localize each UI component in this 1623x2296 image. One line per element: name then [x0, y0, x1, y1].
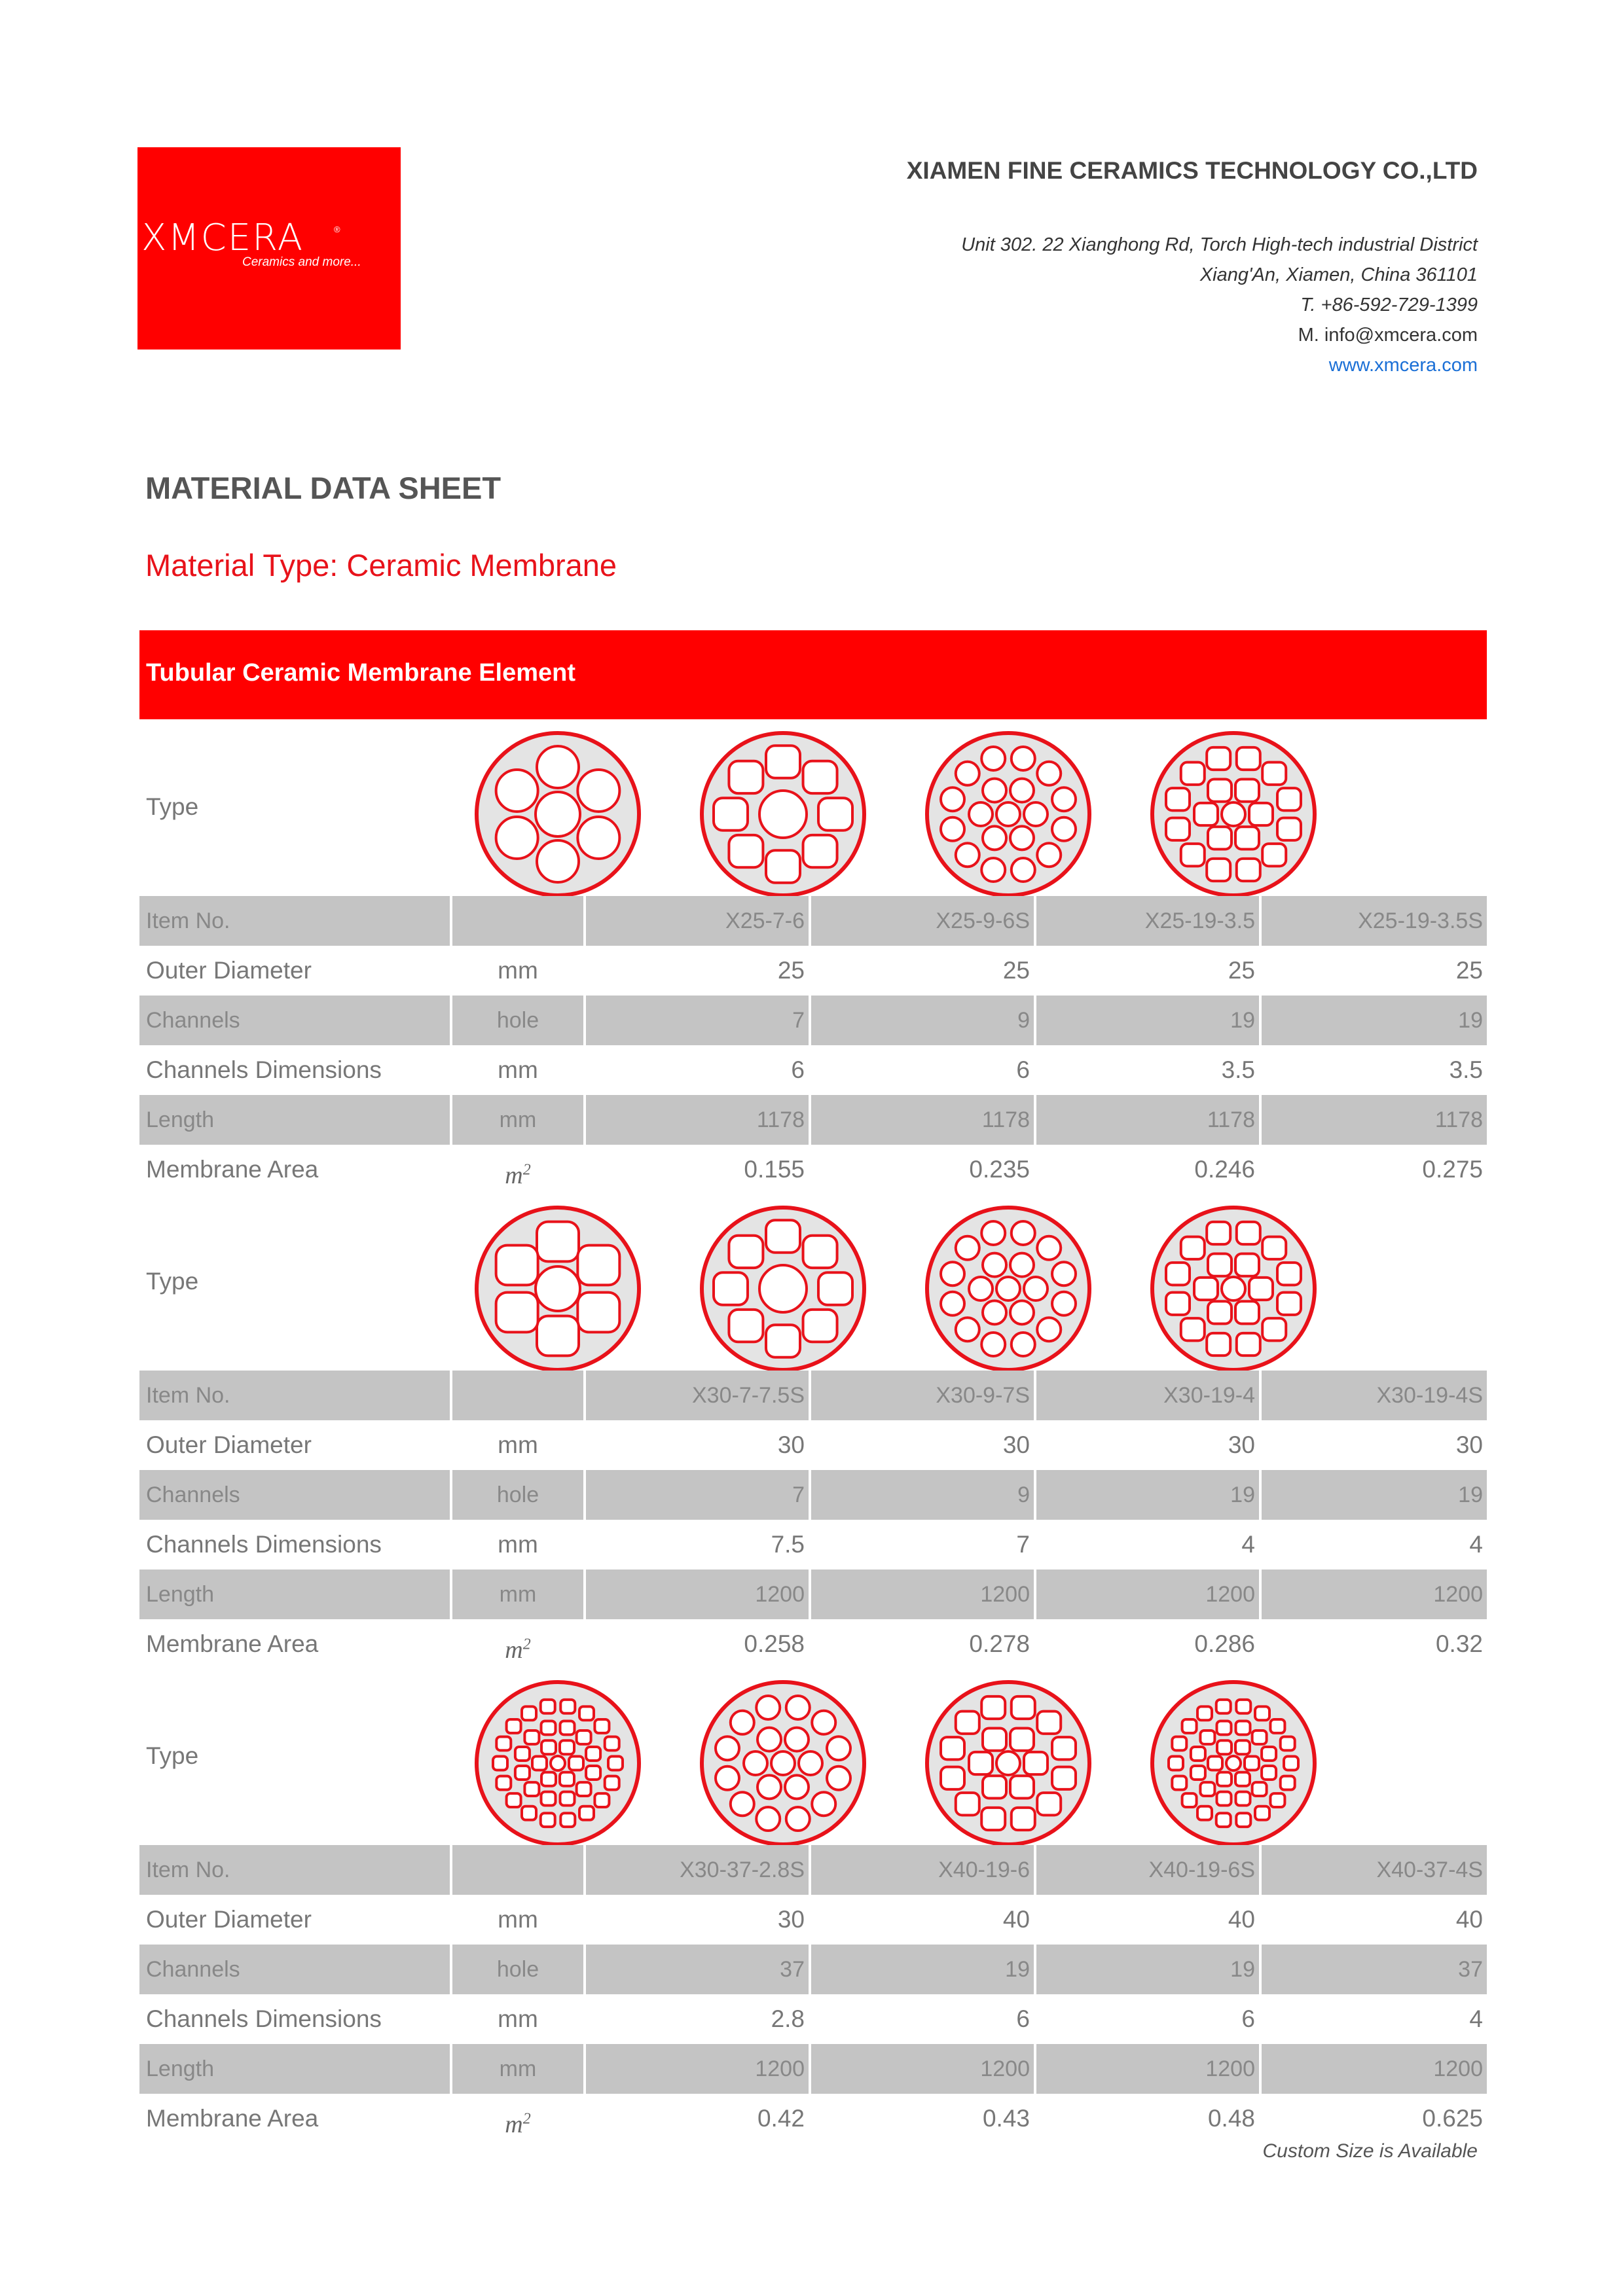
spec-table	[139, 1668, 1487, 2144]
cell-value: 19	[1458, 1482, 1483, 1507]
row-label: Item No.	[146, 908, 230, 933]
cell-value: 0.235	[969, 1156, 1030, 1183]
cell-value: X30-7-7.5S	[692, 1383, 805, 1408]
unit-square: 2	[522, 1636, 531, 1653]
cell-value: 30	[1455, 1431, 1483, 1458]
cell-value: X30-37-2.8S	[680, 1857, 805, 1882]
cell-value: 0.43	[982, 2105, 1030, 2132]
section-banner	[139, 630, 1487, 719]
unit-square: 2	[522, 2110, 531, 2127]
row-label: Item No.	[146, 1857, 230, 1882]
cell-value: 30	[1228, 1431, 1255, 1458]
unit-m: m	[505, 1636, 523, 1664]
row-item-no	[139, 1371, 1487, 1420]
material-type: Material Type: Ceramic Membrane	[145, 548, 617, 583]
cell-value: 7.5	[771, 1531, 805, 1558]
cell-value: 25	[777, 957, 805, 984]
cell-value: 1200	[1205, 2056, 1255, 2081]
logo-tagline: Ceramics and more...	[242, 255, 361, 269]
row-label: Channels	[146, 1008, 240, 1033]
custom-size-note: Custom Size is Available	[1262, 2140, 1478, 2162]
cell-value: 40	[1002, 1906, 1030, 1933]
row-unit: mm	[498, 1056, 538, 1083]
cell-value: 6	[1241, 2005, 1255, 2032]
cell-value: 7	[792, 1482, 805, 1507]
cell-value: 40	[1455, 1906, 1483, 1933]
row-channels-dimensions	[139, 1520, 1487, 1570]
cell-value: 4	[1469, 2005, 1483, 2032]
cell-value: 37	[1458, 1957, 1483, 1982]
cell-value: X25-19-3.5S	[1358, 908, 1483, 933]
membrane-cross-section-7-channel-round	[473, 729, 643, 899]
cell-value: X30-9-7S	[936, 1383, 1030, 1408]
row-channels-dimensions	[139, 1045, 1487, 1095]
cell-value: 0.278	[969, 1630, 1030, 1657]
row-unit: mm	[499, 1107, 537, 1132]
row-unit	[452, 1619, 583, 1675]
membrane-cross-section-19-channel-shaped	[1148, 1204, 1319, 1374]
row-unit: hole	[496, 1482, 539, 1507]
row-label: Membrane Area	[146, 2105, 319, 2132]
cell-value: 30	[777, 1906, 805, 1933]
row-label: Channels Dimensions	[146, 1531, 382, 1558]
row-unit: mm	[499, 1582, 537, 1607]
cell-value: 0.258	[744, 1630, 805, 1657]
cell-value: 6	[791, 1056, 805, 1083]
cell-value: 19	[1230, 1008, 1255, 1033]
type-label: Type	[146, 1268, 199, 1295]
cell-value: 30	[777, 1431, 805, 1458]
membrane-cross-section-19-channel-shaped	[923, 1678, 1093, 1848]
row-length	[139, 1570, 1487, 1619]
row-label: Channels Dimensions	[146, 1056, 382, 1083]
cell-value: 25	[1228, 957, 1255, 984]
row-membrane-area	[139, 1145, 1487, 1194]
row-channels	[139, 996, 1487, 1045]
unit-m: m	[505, 1161, 523, 1189]
membrane-cross-section-19-channel-round	[923, 1204, 1093, 1374]
cell-value: X40-37-4S	[1376, 1857, 1483, 1882]
row-item-no	[139, 896, 1487, 946]
row-channels-dimensions	[139, 1994, 1487, 2044]
row-label: Length	[146, 2056, 214, 2081]
cell-value: 1200	[980, 2056, 1030, 2081]
row-label: Membrane Area	[146, 1630, 319, 1657]
membrane-cross-section-37-channel-shaped	[1148, 1678, 1319, 1848]
cell-value: X25-7-6	[725, 908, 805, 933]
row-unit	[452, 2094, 583, 2149]
email[interactable]: M. info@xmcera.com	[1298, 325, 1478, 346]
membrane-cross-section-9-channel-shaped	[698, 729, 868, 899]
cell-value: 0.48	[1207, 2105, 1255, 2132]
row-membrane-area	[139, 2094, 1487, 2144]
cell-value: X25-9-6S	[936, 908, 1030, 933]
cell-value: 0.246	[1194, 1156, 1255, 1183]
cell-value: 6	[1016, 2005, 1030, 2032]
row-label: Channels	[146, 1957, 240, 1982]
cell-value: 3.5	[1449, 1056, 1483, 1083]
cell-value: 25	[1002, 957, 1030, 984]
row-unit	[452, 1145, 583, 1200]
type-row	[139, 719, 1487, 896]
type-row	[139, 1668, 1487, 1845]
cell-value: 0.42	[757, 2105, 805, 2132]
cell-value: 1200	[1205, 1582, 1255, 1607]
row-label: Channels	[146, 1482, 240, 1507]
row-length	[139, 1095, 1487, 1145]
page-title: MATERIAL DATA SHEET	[145, 471, 501, 505]
address-line-1: Unit 302. 22 Xianghong Rd, Torch High-tech industrial District	[961, 234, 1478, 255]
row-label: Item No.	[146, 1383, 230, 1408]
membrane-cross-section-9-channel-shaped	[698, 1204, 868, 1374]
row-channels	[139, 1470, 1487, 1520]
cell-value: 1200	[1433, 2056, 1483, 2081]
cell-value: 19	[1230, 1482, 1255, 1507]
row-outer-diameter	[139, 1895, 1487, 1945]
row-unit: mm	[498, 957, 538, 984]
row-label: Length	[146, 1107, 214, 1132]
address-line-2: Xiang'An, Xiamen, China 361101	[1199, 264, 1478, 285]
row-unit: mm	[498, 1431, 538, 1458]
cell-value: 0.155	[744, 1156, 805, 1183]
type-label: Type	[146, 1742, 199, 1769]
row-unit: mm	[498, 2005, 538, 2032]
cell-value: X30-19-4	[1163, 1383, 1255, 1408]
logo-registered-mark: ®	[334, 224, 340, 234]
website-link[interactable]: www.xmcera.com	[1328, 355, 1478, 376]
membrane-cross-section-7-channel-shaped	[473, 1204, 643, 1374]
row-channels	[139, 1945, 1487, 1994]
cell-value: 19	[1458, 1008, 1483, 1033]
row-item-no	[139, 1845, 1487, 1895]
cell-value: 7	[792, 1008, 805, 1033]
row-unit: mm	[498, 1531, 538, 1558]
cell-value: 0.275	[1422, 1156, 1483, 1183]
cell-value: X40-19-6	[938, 1857, 1030, 1882]
cell-value: 0.32	[1435, 1630, 1483, 1657]
cell-value: 1178	[1434, 1107, 1483, 1132]
cell-value: 19	[1230, 1957, 1255, 1982]
row-unit: mm	[498, 1906, 538, 1933]
cell-value: 4	[1241, 1531, 1255, 1558]
cell-value: X25-19-3.5	[1144, 908, 1255, 933]
cell-value: 9	[1017, 1008, 1030, 1033]
unit-square: 2	[522, 1161, 531, 1178]
row-unit: hole	[496, 1008, 539, 1033]
cell-value: 1178	[756, 1107, 805, 1132]
cell-value: 19	[1005, 1957, 1030, 1982]
cell-value: 6	[1016, 1056, 1030, 1083]
cell-value: X40-19-6S	[1148, 1857, 1255, 1882]
cell-value: 2.8	[771, 2005, 805, 2032]
row-length	[139, 2044, 1487, 2094]
membrane-cross-section-19-channel-shaped	[1148, 729, 1319, 899]
company-name: XIAMEN FINE CERAMICS TECHNOLOGY CO.,LTD	[906, 157, 1478, 184]
cell-value: 9	[1017, 1482, 1030, 1507]
cell-value: 1200	[980, 1582, 1030, 1607]
row-unit: mm	[499, 2056, 537, 2081]
cell-value: 25	[1455, 957, 1483, 984]
type-row	[139, 1194, 1487, 1371]
row-label: Outer Diameter	[146, 957, 312, 984]
row-label: Outer Diameter	[146, 1906, 312, 1933]
cell-value: 3.5	[1221, 1056, 1255, 1083]
cell-value: 7	[1016, 1531, 1030, 1558]
cell-value: 1200	[755, 1582, 805, 1607]
spec-table	[139, 1194, 1487, 1669]
section-banner-title: Tubular Ceramic Membrane Element	[146, 659, 576, 687]
row-label: Outer Diameter	[146, 1431, 312, 1458]
type-label: Type	[146, 793, 199, 820]
cell-value: 0.625	[1422, 2105, 1483, 2132]
row-unit: hole	[496, 1957, 539, 1982]
cell-value: 1200	[755, 2056, 805, 2081]
cell-value: 1178	[1207, 1107, 1255, 1132]
membrane-cross-section-19-channel-round	[698, 1678, 868, 1848]
row-label: Length	[146, 1582, 214, 1607]
row-outer-diameter	[139, 1420, 1487, 1470]
cell-value: 4	[1469, 1531, 1483, 1558]
phone: T. +86-592-729-1399	[1300, 295, 1478, 315]
logo-text: XMCERA	[141, 217, 304, 259]
company-logo	[137, 147, 401, 350]
unit-m: m	[505, 2110, 523, 2138]
cell-value: 1178	[981, 1107, 1030, 1132]
row-label: Membrane Area	[146, 1156, 319, 1183]
membrane-cross-section-19-channel-round	[923, 729, 1093, 899]
cell-value: 37	[780, 1957, 805, 1982]
membrane-cross-section-37-channel-shaped	[473, 1678, 643, 1848]
row-outer-diameter	[139, 946, 1487, 996]
cell-value: 0.286	[1194, 1630, 1255, 1657]
cell-value: 1200	[1433, 1582, 1483, 1607]
cell-value: 30	[1002, 1431, 1030, 1458]
row-membrane-area	[139, 1619, 1487, 1669]
cell-value: X30-19-4S	[1376, 1383, 1483, 1408]
spec-table	[139, 719, 1487, 1194]
row-label: Channels Dimensions	[146, 2005, 382, 2032]
cell-value: 40	[1228, 1906, 1255, 1933]
